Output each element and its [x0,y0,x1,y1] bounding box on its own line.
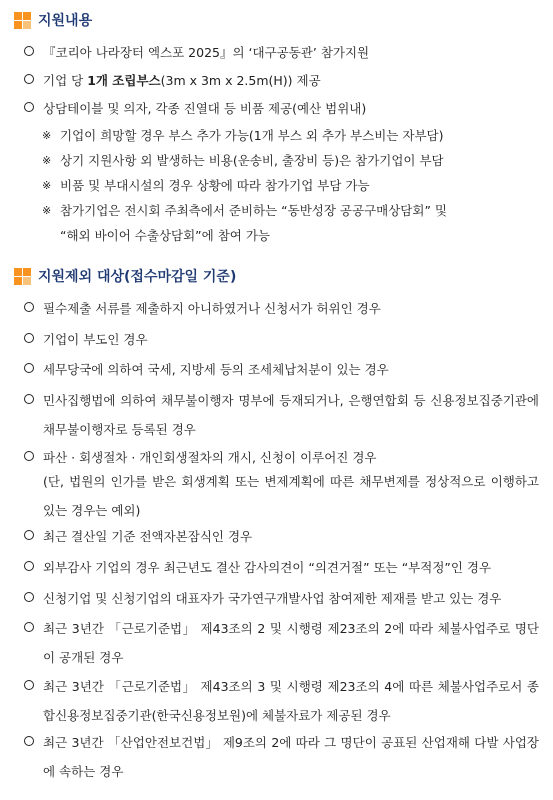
reference-mark: ※ [42,129,52,142]
circle-bullet-icon [24,622,34,632]
note-item: ※ 참가기업은 전시회 주최측에서 준비하는 “동반성장 공공구매상담회” 및 “해외 바이어 수출상담회”에 참여 가능 [42,198,539,248]
circle-bullet-icon [24,394,34,404]
reference-mark: ※ [42,204,52,217]
list-item: 외부감사 기업의 경우 최근년도 결산 감사의견이 “의견거절” 또는 “부적정”인 경우 [24,553,539,582]
circle-bullet-icon [24,302,34,312]
list-item: 신청기업 및 신청기업의 대표자가 국가연구개발사업 참여제한 제재를 받고 있는 경우 [24,584,539,613]
circle-bullet-icon [24,451,34,461]
note-item: ※ 기업이 희망할 경우 부스 추가 가능(1개 부스 외 추가 부스비는 자부담) [42,123,539,148]
list-item: 최근 3년간 「산업안전보건법」 제9조의 2에 따라 그 명단이 공표된 산업재해 다발 사업장에 속하는 경우 [24,728,539,786]
section-title: 지원제외 대상(접수마감일 기준) [38,269,237,285]
list-item: 파산 · 회생절차 · 개인회생절차의 개시, 신청이 이루어진 경우 [24,443,539,472]
circle-bullet-icon [24,530,34,540]
list-item: 최근 결산일 기준 전액자본잠식인 경우 [24,522,539,551]
reference-mark: ※ [42,154,52,167]
list-item: 『코리아 나라장터 엑스포 2025』의 ‘대구공동관’ 참가지원 [24,38,539,67]
circle-bullet-icon [24,74,34,84]
list-item: 최근 3년간 「근로기준법」 제43조의 3 및 시행령 제23조의 4에 따른 체불사업주로서 종합신용정보집중기관(한국신용정보원)에 체불자료가 제공된 경우 [24,672,539,730]
list-item: 세무당국에 의하여 국세, 지방세 등의 조세체납처분이 있는 경우 [24,355,539,384]
list-item: 상담테이블 및 의자, 각종 진열대 등 비품 제공(예산 범위내) [24,94,539,123]
circle-bullet-icon [24,102,34,112]
circle-bullet-icon [24,333,34,343]
list-item: 필수제출 서류를 제출하지 아니하였거나 신청서가 허위인 경우 [24,294,539,323]
list-item: 기업이 부도인 경우 [24,325,539,354]
list-item-continuation: (단, 법원의 인가를 받은 회생계획 또는 변제계획에 따른 채무변제를 정상적으로 이행하고 있는 경우는 예외) [43,474,539,518]
note-item: ※ 상기 지원사항 외 발생하는 비용(운송비, 출장비 등)은 참가기업이 부담 [42,148,539,173]
section-title: 지원내용 [38,13,93,29]
circle-bullet-icon [24,46,34,56]
circle-bullet-icon [24,363,34,373]
circle-bullet-icon [24,561,34,571]
list-item: 기업 당 1개 조립부스(3m x 3m x 2.5m(H)) 제공 [24,66,539,95]
circle-bullet-icon [24,592,34,602]
reference-mark: ※ [42,179,52,192]
orange-square-icon [14,268,31,285]
circle-bullet-icon [24,736,34,746]
section-exclusion-header [14,266,236,286]
circle-bullet-icon [24,680,34,690]
list-item: 최근 3년간 「근로기준법」 제43조의 2 및 시행령 제23조의 2에 따라 체불사업주로 명단이 공개된 경우 [24,614,539,672]
section-support-header [14,10,92,30]
orange-square-icon [14,12,31,29]
note-item: ※ 비품 및 부대시설의 경우 상황에 따라 참가기업 부담 가능 [42,173,539,198]
list-item: 민사집행법에 의하여 채무불이행자 명부에 등재되거나, 은행연합회 등 신용정보집중기관에 채무불이행자로 등록된 경우 [24,386,539,444]
